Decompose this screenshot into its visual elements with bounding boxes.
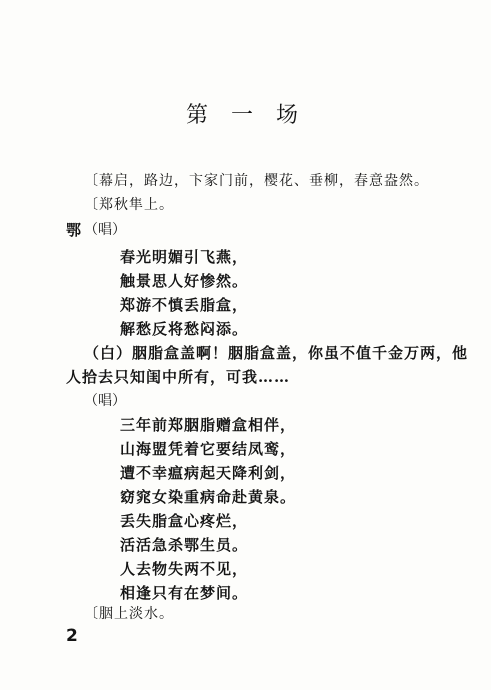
verse-line: 触景思人好惨然。	[120, 272, 249, 290]
verse-line: 人去物失两不见，	[120, 560, 249, 578]
scene-title: 第 一 场	[186, 103, 306, 128]
verse-line: 遭不幸瘟病起天降利剑，	[120, 464, 297, 482]
verse-line: 窈窕女染重病命赴黄泉。	[120, 488, 297, 506]
verse-line: 春光明媚引飞燕，	[120, 248, 249, 266]
spoken-line: 人拾去只知闺中所有，可我……	[66, 368, 291, 386]
verse-line: 活活急杀鄂生员。	[120, 536, 249, 554]
stage-direction-entrance: 〔郑秋隼上。	[84, 197, 174, 213]
verse-line: 丢失脂盒心疼烂，	[120, 512, 249, 530]
verse-line: 山海盟凭着它要结凤鸾，	[120, 440, 297, 458]
stage-direction-opening: 〔幕启，路边，卞家门前，樱花、垂柳，春意盎然。	[84, 173, 429, 189]
speaker-name: 鄂	[66, 221, 82, 239]
stage-direction-exit: 〔胭上淡水。	[84, 606, 174, 622]
spoken-line: （白）胭脂盒盖啊！胭脂盒盖，你虽不值千金万两，他	[84, 344, 469, 362]
verse-line: 三年前郑胭脂赠盒相伴，	[120, 416, 297, 434]
sing-cue: （唱）	[84, 222, 126, 238]
page-number: 2	[66, 626, 78, 646]
sing-cue: （唱）	[84, 393, 126, 409]
verse-line: 郑游不慎丢脂盒，	[120, 296, 249, 314]
verse-line: 解愁反将愁闷添。	[120, 320, 249, 338]
verse-line: 相逢只有在梦间。	[120, 584, 249, 602]
